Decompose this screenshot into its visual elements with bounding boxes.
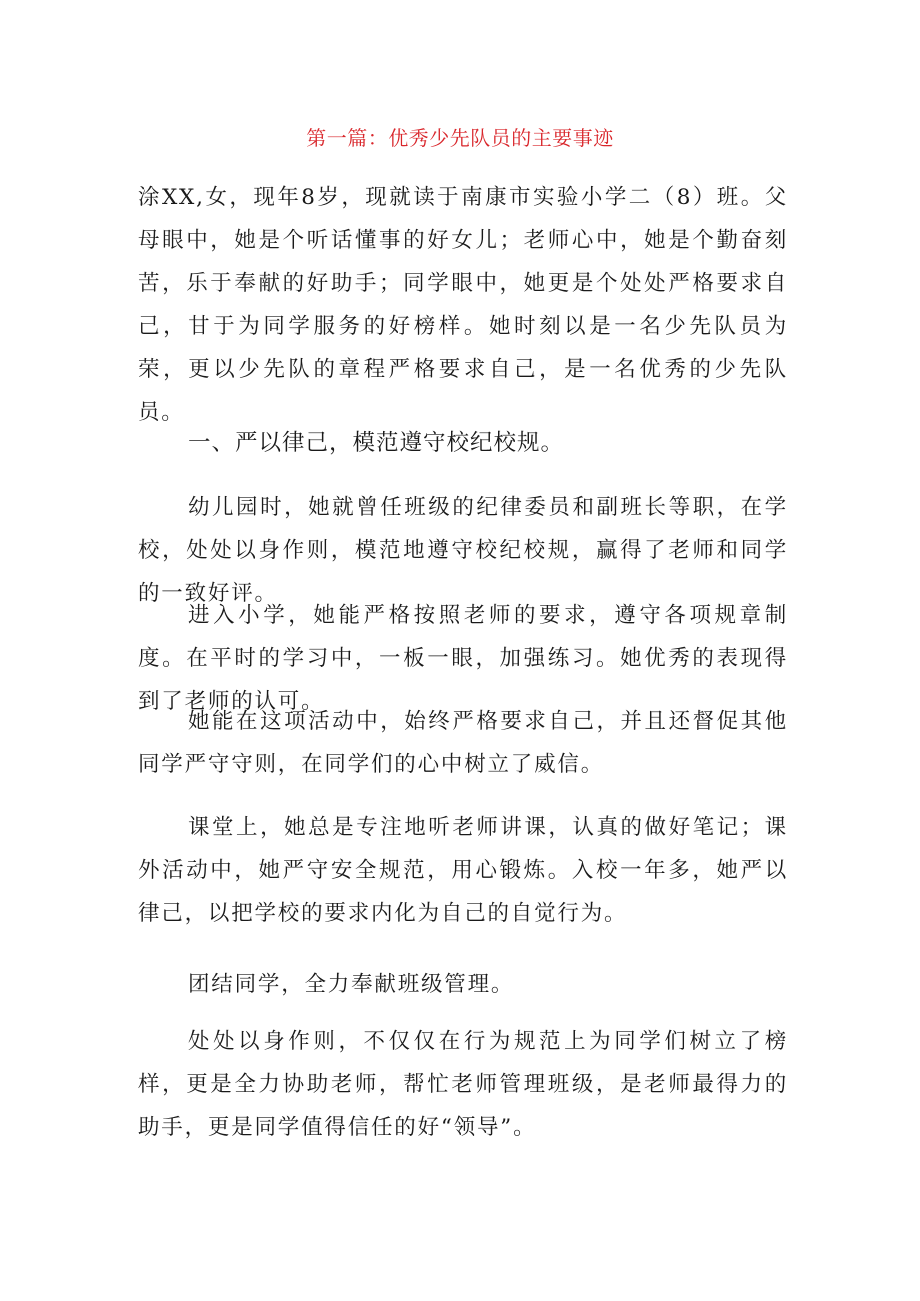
body-paragraph-1: 幼儿园时，她就曾任班级的纪律委员和副班长等职，在学校，处处以身作则，模范地遵守校纪校规，赢得了老师和同学的一致好评。 (138, 495, 788, 606)
section-heading-2: 团结同学，全力奉献班级管理。 (188, 972, 515, 997)
intro-paragraph: 涂XX,女，现年8岁，现就读于南康市实验小学二（8）班。父母眼中，她是个听话懂事的好女儿；老师心中，她是个勤奋刻苦，乐于奉献的好助手；同学眼中，她更是个处处严格要求自己，甘于为同学服务的好榜样。她时刻以是一名少先队员为荣，更以少先队的章程严格要求自己，是一名优秀的少先队员。 (138, 185, 788, 425)
document-title: 第一篇：优秀少先队员的主要事迹 (306, 126, 614, 150)
body-paragraph-4: 课堂上，她总是专注地听老师讲课，认真的做好笔记；课外活动中，她严守安全规范，用心锻炼。入校一年多，她严以律己，以把学校的要求内化为自己的自觉行为。 (138, 815, 788, 926)
body-paragraph-2: 进入小学，她能严格按照老师的要求，遵守各项规章制度。在平时的学习中，一板一眼，加强练习。她优秀的表现得到了老师的认可。 (138, 603, 788, 714)
section-heading-1: 一、严以律己，模范遵守校纪校规。 (188, 430, 565, 456)
body-paragraph-5: 处处以身作则，不仅仅在行为规范上为同学们树立了榜样，更是全力协助老师，帮忙老师管理班级，是老师最得力的助手，更是同学值得信任的好“领导”。 (138, 1029, 788, 1140)
body-paragraph-3: 她能在这项活动中，始终严格要求自己，并且还督促其他同学严守守则，在同学们的心中树立了威信。 (138, 709, 788, 777)
